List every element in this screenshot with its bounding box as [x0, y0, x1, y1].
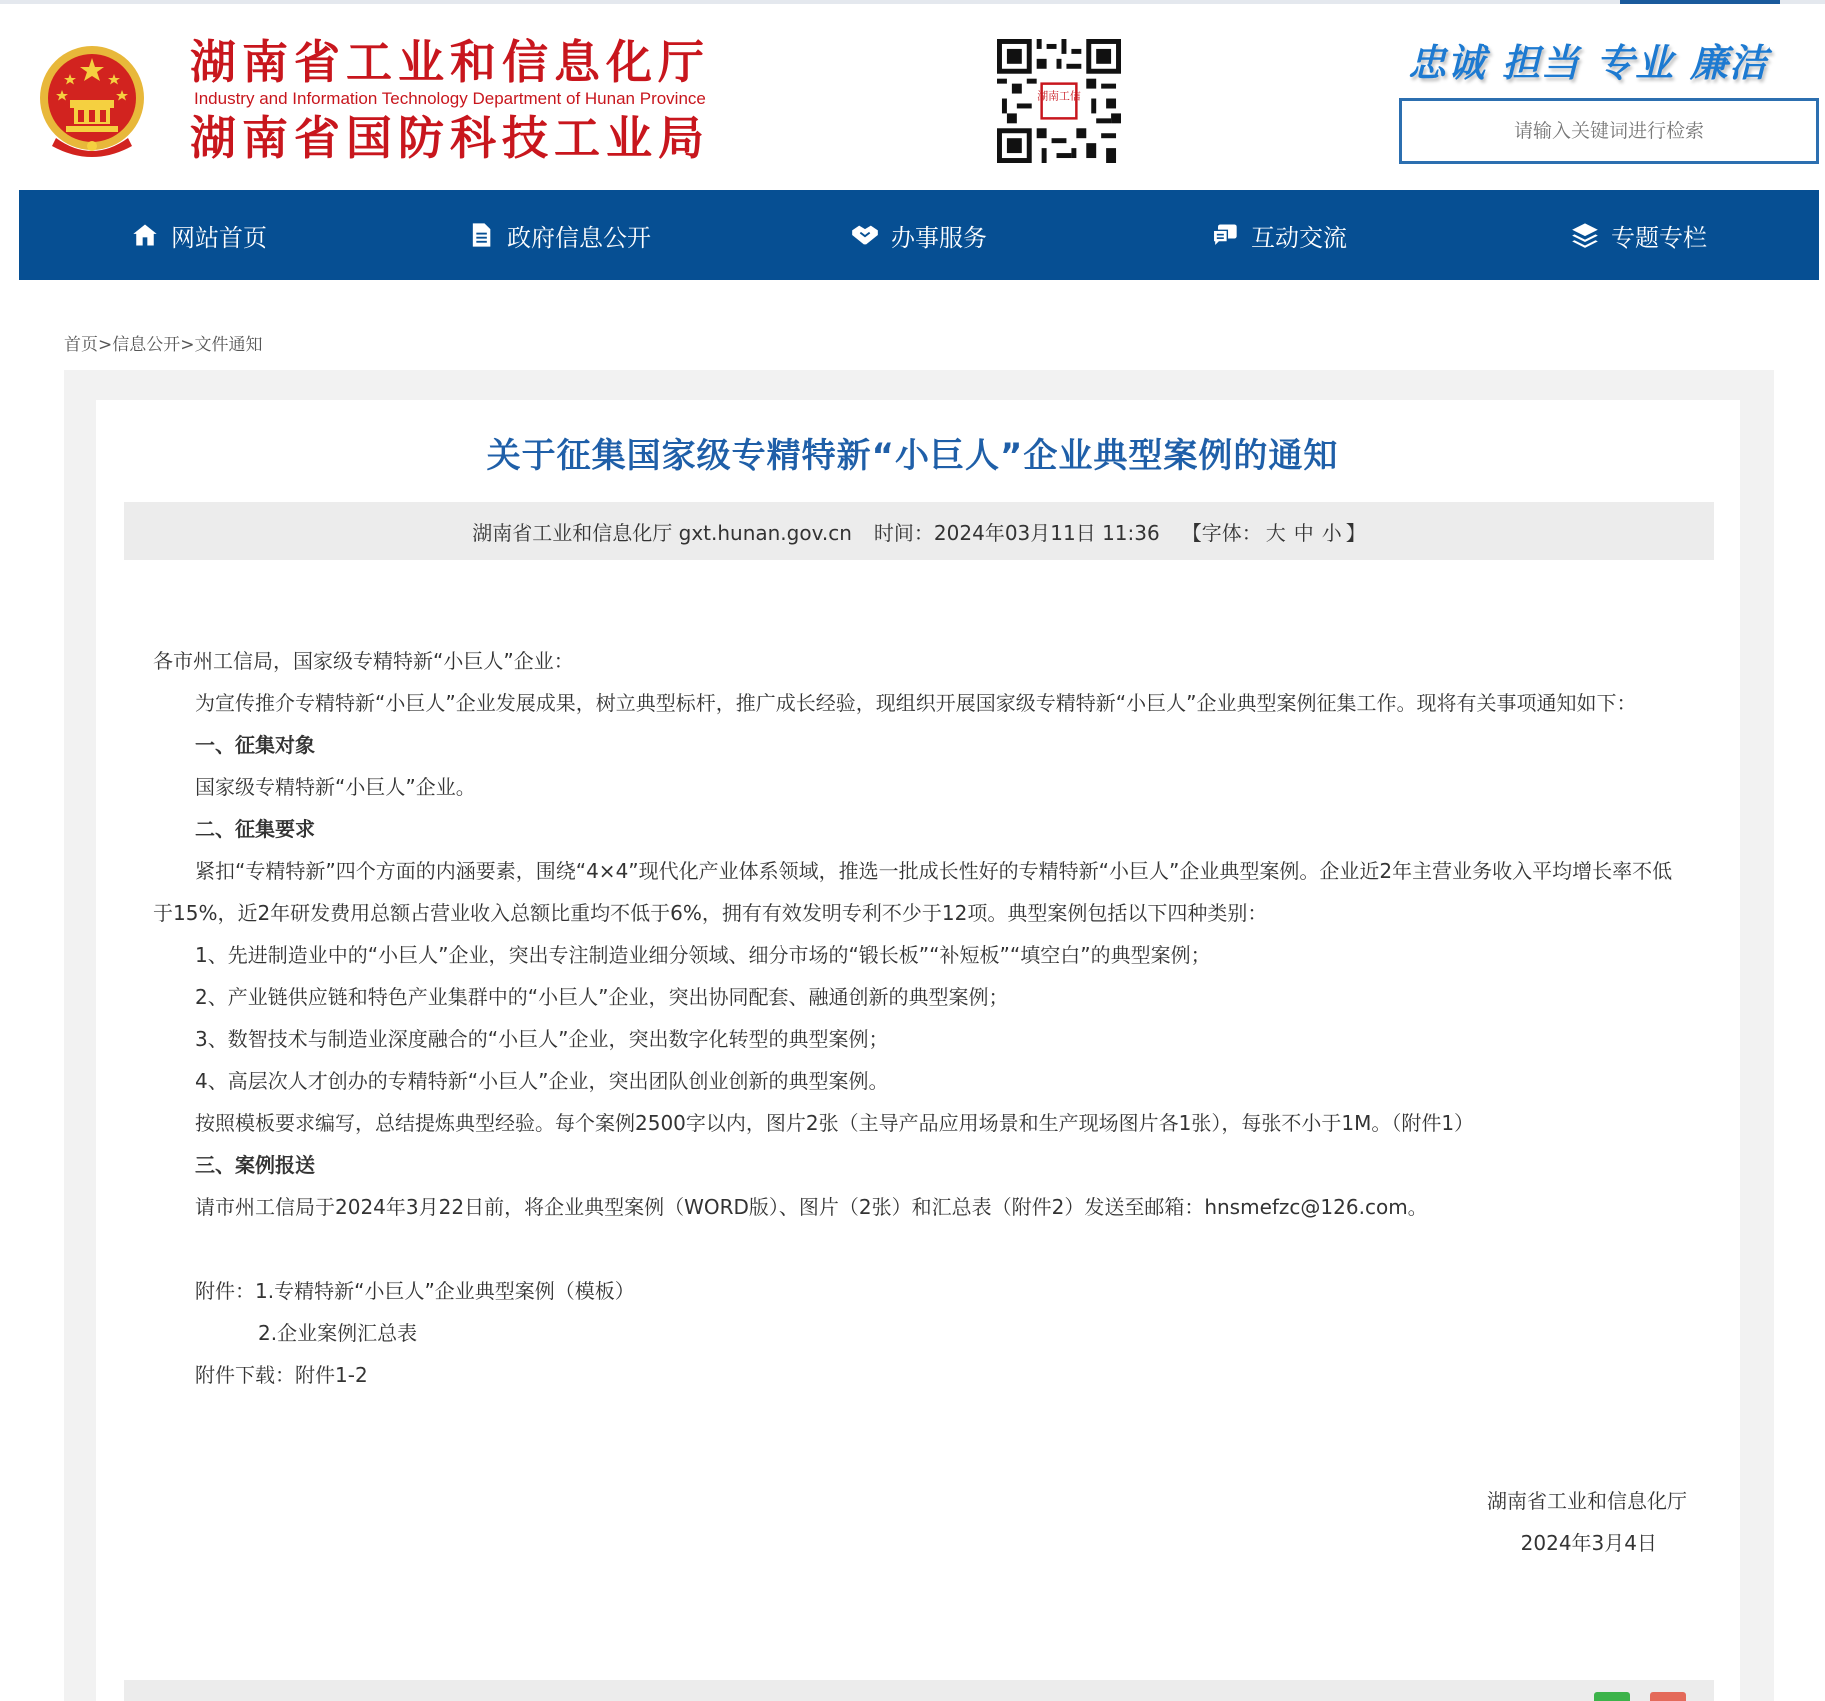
section-heading-3: 三、案例报送 [195, 1153, 315, 1177]
slogan-word-3: 专业 [1596, 41, 1675, 85]
list-item: 2、产业链供应链和特色产业集群中的“小巨人”企业，突出协同配套、融通创新的典型案例； [195, 985, 1009, 1009]
font-size-large-button[interactable]: 大 [1265, 520, 1286, 545]
slogan [1408, 32, 1818, 87]
nav-item-services[interactable] [739, 190, 1099, 280]
article-meta [124, 502, 1714, 560]
main-nav [19, 190, 1819, 280]
attachment-line-2: 2.企业案例汇总表 [258, 1321, 418, 1345]
qr-center-label: 湖南工信 [1037, 89, 1081, 103]
nav-item-gov-info[interactable] [379, 190, 739, 280]
article-body [153, 640, 1687, 1564]
section-heading-1: 一、征集对象 [195, 733, 315, 757]
section-note-2: 按照模板要求编写，总结提炼典型经验。每个案例2500字以内，图片2张（主导产品应用场景和生产现场图片各1张），每张不小于1M。（附件1） [195, 1111, 1475, 1135]
section-text-2: 紧扣“专精特新”四个方面的内涵要素，围绕“4×4”现代化产业体系领域，推选一批成长性好的专精特新“小巨人”企业典型案例。企业近2年主营业务收入平均增长率不低于15%，近2年研发费用总额占营业收入总额比重均不低于6%，拥有有效发明专利不少于12项。典型案例包括以下四种类别： [153, 859, 1673, 925]
attachment-download [153, 1354, 1687, 1396]
site-title-english: Industry and Information Technology Department of Hunan Province [194, 89, 706, 108]
site-title-line1: 湖南省工业和信息化厅 [190, 35, 710, 89]
slogan-word-1: 忠诚 [1408, 41, 1487, 85]
search-input[interactable] [1402, 101, 1816, 161]
download-label: 附件下载： [195, 1363, 295, 1387]
nav-label-interaction: 互动交流 [1251, 223, 1347, 252]
home-icon [131, 221, 159, 249]
qr-code-icon [997, 39, 1121, 163]
list-item: 3、数智技术与制造业深度融合的“小巨人”企业，突出数字化转型的典型案例； [195, 1027, 889, 1051]
nav-item-topics[interactable] [1459, 190, 1819, 280]
nav-label-home: 网站首页 [171, 223, 267, 252]
article-footer-bar [124, 1680, 1714, 1701]
handshake-icon [851, 221, 879, 249]
nav-item-interaction[interactable] [1099, 190, 1459, 280]
attachment-line-1: 附件：1.专精特新“小巨人”企业典型案例（模板） [195, 1279, 635, 1303]
intro-paragraph: 为宣传推介专精特新“小巨人”企业发展成果，树立典型标杆，推广成长经验，现组织开展国家级专精特新“小巨人”企业典型案例征集工作。现将有关事项通知如下： [195, 691, 1637, 715]
nav-label-topics: 专题专栏 [1611, 223, 1707, 252]
font-size-medium-button[interactable]: 中 [1293, 520, 1314, 545]
document-icon [467, 221, 495, 249]
list-item: 4、高层次人才创办的专精特新“小巨人”企业，突出团队创业创新的典型案例。 [195, 1069, 889, 1093]
breadcrumb-separator: > [98, 335, 113, 355]
site-title [190, 34, 730, 166]
site-title-line2: 湖南省国防科技工业局 [190, 111, 710, 165]
breadcrumb-separator: > [180, 335, 195, 355]
breadcrumb-home[interactable]: 首页 [64, 335, 98, 355]
site-header [0, 4, 1825, 190]
layers-icon [1571, 221, 1599, 249]
nav-label-services: 办事服务 [891, 223, 987, 252]
font-size-label: 【字体： [1181, 520, 1262, 545]
national-emblem-icon [36, 42, 148, 160]
font-size-small-button[interactable]: 小 [1321, 520, 1342, 545]
article-time: 时间：2024年03月11日 11:36 [873, 520, 1160, 545]
breadcrumb [64, 330, 263, 355]
search-box [1399, 98, 1819, 164]
breadcrumb-notices[interactable]: 文件通知 [194, 335, 263, 355]
nav-item-home[interactable] [19, 190, 379, 280]
article-title: 关于征集国家级专精特新“小巨人”企业典型案例的通知 [486, 436, 1339, 476]
slogan-word-4: 廉洁 [1690, 41, 1769, 85]
salutation: 各市州工信局，国家级专精特新“小巨人”企业： [153, 649, 574, 673]
font-size-label-end: 】 [1345, 520, 1366, 545]
share-wechat-button[interactable] [1594, 1692, 1630, 1701]
slogan-word-2: 担当 [1502, 41, 1581, 85]
signature-org: 湖南省工业和信息化厅 [1487, 1489, 1687, 1513]
nav-label-gov-info: 政府信息公开 [507, 223, 651, 252]
article-source: 湖南省工业和信息化厅 gxt.hunan.gov.cn [472, 520, 852, 545]
download-link[interactable]: 附件1-2 [295, 1363, 368, 1387]
breadcrumb-info[interactable]: 信息公开 [112, 335, 181, 355]
section-text-3: 请市州工信局于2024年3月22日前，将企业典型案例（WORD版）、图片（2张）和汇总表（附件2）发送至邮箱：hnsmefzc@126.com。 [195, 1195, 1428, 1219]
section-heading-2: 二、征集要求 [195, 817, 315, 841]
share-weibo-button[interactable] [1650, 1692, 1686, 1701]
chat-icon [1211, 221, 1239, 249]
section-text-1: 国家级专精特新“小巨人”企业。 [195, 775, 476, 799]
signature-date: 2024年3月4日 [1520, 1531, 1657, 1555]
list-item: 1、先进制造业中的“小巨人”企业，突出专注制造业细分领域、细分市场的“锻长板”“补短板”“填空白”的典型案例； [195, 943, 1211, 967]
